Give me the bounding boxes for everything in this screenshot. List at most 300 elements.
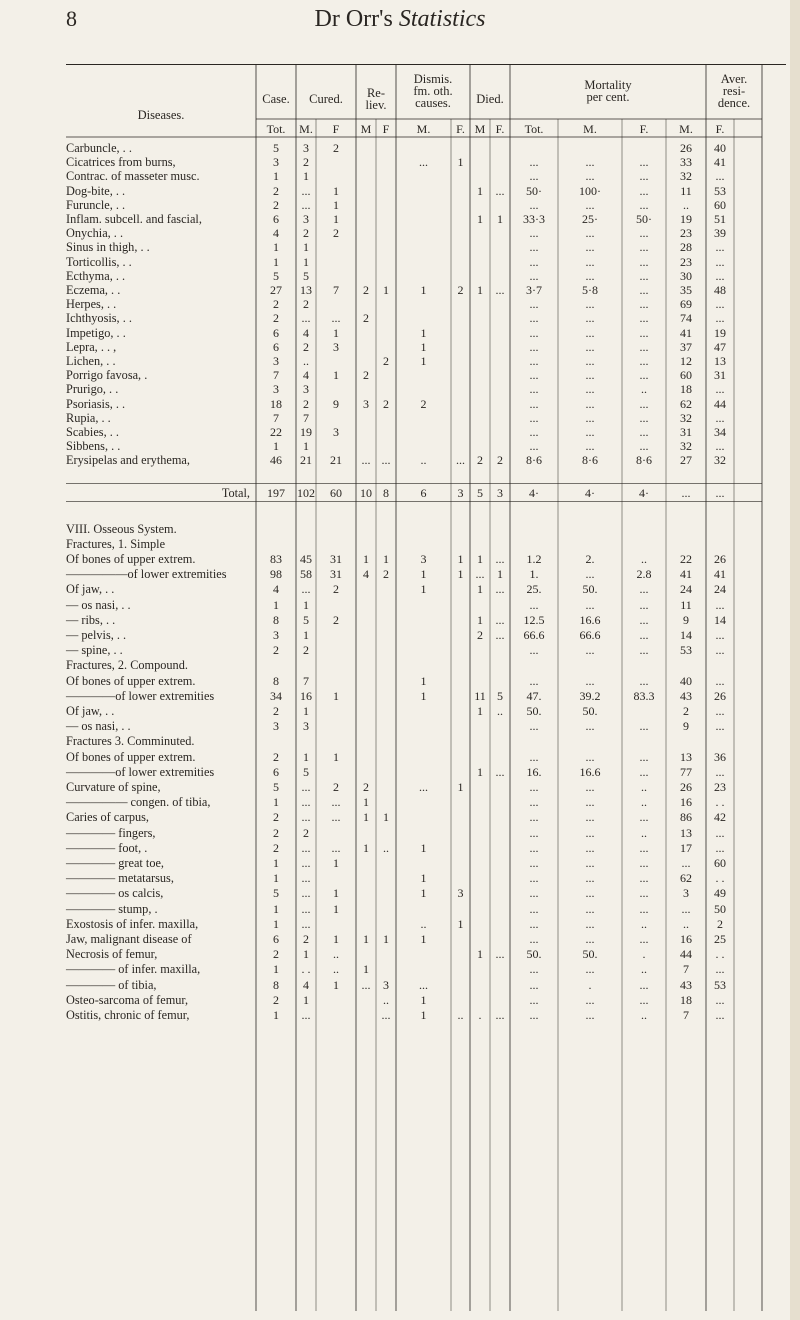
table-cell: 3 <box>273 382 279 397</box>
table-cell: 6 <box>273 932 279 946</box>
table-cell: 47 <box>714 339 726 354</box>
row-label: ———— foot, . <box>66 840 148 855</box>
table-cell: 3 <box>333 425 339 439</box>
table-cell: 12.5 <box>523 612 545 627</box>
subsection-title: Fractures, 2. Compound. <box>66 658 188 673</box>
table-cell: .. <box>683 916 689 931</box>
table-cell: 4· <box>639 485 649 500</box>
table-cell: 62 <box>680 396 692 411</box>
table-cell: ... <box>495 552 505 566</box>
table-cell: ... <box>715 643 725 658</box>
table-cell: 22 <box>680 552 692 566</box>
table-cell: ... <box>529 339 539 354</box>
row-label: Jaw, malignant disease of <box>66 932 192 946</box>
row-label: Of jaw, . . <box>66 582 115 597</box>
table-cell: ... <box>301 901 311 916</box>
subheader-cell: F. <box>495 122 505 136</box>
table-cell: 36 <box>714 749 726 764</box>
table-cell: ... <box>495 283 505 297</box>
subheader-cell: Tot. <box>524 122 544 136</box>
table-cell: ... <box>585 155 595 170</box>
subheader-cell: M. <box>416 122 431 136</box>
table-cell: ... <box>529 226 539 241</box>
table-cell: ... <box>639 628 649 642</box>
table-cell: ... <box>639 240 649 255</box>
row-label: Psoriasis, . . <box>66 396 126 411</box>
table-cell: ... <box>585 169 595 184</box>
running-head-title: Statistics <box>398 6 486 32</box>
table-cell: ... <box>585 825 595 840</box>
table-cell: ... <box>715 439 725 454</box>
table-cell: ... <box>639 325 649 340</box>
table-cell: 50. <box>582 582 598 597</box>
table-cell: 1 <box>303 749 309 764</box>
table-cell: 2 <box>303 825 309 840</box>
table-cell: 1. <box>529 567 539 582</box>
table-cell: .. <box>497 704 503 718</box>
table-cell: .. <box>641 916 647 931</box>
table-cell: . <box>478 1008 482 1022</box>
table-cell: 19 <box>714 325 726 340</box>
table-cell: ... <box>301 871 311 886</box>
table-cell: .. <box>303 354 309 368</box>
header-relieved: Re- liev. <box>365 86 387 112</box>
table-cell: 5 <box>273 780 279 794</box>
table-cell: . . <box>715 871 725 886</box>
table-cell: 1 <box>333 977 339 992</box>
table-cell: 41 <box>680 567 692 582</box>
table-cell: 32 <box>680 169 692 184</box>
table-cell: 39.2 <box>579 688 601 703</box>
table-cell: ... <box>419 155 428 170</box>
table-cell: 53 <box>714 977 726 992</box>
table-cell: ... <box>529 840 539 855</box>
table-cell: 1 <box>363 795 369 810</box>
row-label: Dog-bite, . . <box>66 183 126 198</box>
row-label: — os nasi, . . <box>66 597 131 612</box>
table-cell: 7 <box>683 1008 689 1022</box>
table-cell: 77 <box>680 764 692 779</box>
table-cell: ... <box>585 567 595 582</box>
table-cell: ... <box>585 810 595 825</box>
table-cell: 50. <box>526 947 542 962</box>
table-cell: 41 <box>714 567 726 582</box>
table-cell: ... <box>495 628 505 642</box>
table-cell: 31 <box>330 567 342 582</box>
table-cell: 1 <box>477 212 483 226</box>
table-cell: 18 <box>680 382 692 397</box>
table-cell: ... <box>715 297 725 312</box>
table-cell: ... <box>301 1008 311 1022</box>
row-label: Erysipelas and erythema, <box>66 453 190 468</box>
table-cell: 58 <box>300 567 312 582</box>
table-cell: 3 <box>683 886 689 901</box>
row-label: ———— of tibia, <box>66 977 157 992</box>
table-cell: 37 <box>680 339 692 354</box>
page-edge <box>790 0 800 1320</box>
table-cell: ... <box>639 410 649 425</box>
table-cell: 7 <box>303 673 309 688</box>
table-cell: 35 <box>680 283 692 297</box>
table-cell: ... <box>301 856 311 870</box>
table-cell: ... <box>585 268 595 283</box>
table-cell: ... <box>639 840 649 855</box>
table-cell: 2 <box>383 354 389 368</box>
table-cell: 1 <box>457 567 464 582</box>
table-cell: ... <box>585 325 595 340</box>
table-cell: ... <box>529 297 539 312</box>
table-cell: 21 <box>300 453 312 468</box>
row-label: Ecthyma, . . <box>66 268 126 283</box>
table-cell: 1 <box>273 916 279 931</box>
table-cell: 26 <box>714 552 726 566</box>
table-cell: ... <box>529 780 539 794</box>
table-cell: 13 <box>714 354 726 368</box>
table-cell: 8 <box>273 977 279 992</box>
table-cell: 4· <box>585 485 595 500</box>
table-cell: 66.6 <box>579 628 601 642</box>
table-cell: 1 <box>477 612 483 627</box>
table-cell: 1 <box>420 840 427 855</box>
table-cell: ... <box>639 719 649 734</box>
table-cell: ... <box>715 992 725 1007</box>
table-cell: 6 <box>273 325 279 340</box>
table-cell: 1 <box>363 810 369 825</box>
table-cell: 83 <box>270 552 282 566</box>
table-cell: ... <box>529 382 539 397</box>
table-cell: 5 <box>303 764 309 779</box>
table-cell: ... <box>715 962 725 977</box>
table-cell: 1 <box>333 368 339 383</box>
table-cell: 33 <box>680 155 692 170</box>
table-cell: 2 <box>717 916 723 931</box>
section-title: VIII. Osseous System. <box>66 521 177 536</box>
table-cell: 5 <box>477 485 483 500</box>
header-mortality: Mortality per cent. <box>584 78 632 104</box>
row-label: Lepra, . . , <box>66 339 117 354</box>
table-cell: ... <box>381 1008 391 1022</box>
table-cell: 2 <box>273 810 279 825</box>
table-cell: 1 <box>333 325 339 340</box>
table-cell: ... <box>585 396 595 411</box>
table-cell: 4· <box>529 485 539 500</box>
table-cell: ... <box>585 932 595 946</box>
table-cell: ... <box>529 916 539 931</box>
table-cell: ... <box>419 977 428 992</box>
table-cell: 1 <box>303 992 309 1007</box>
table-cell: ... <box>585 382 595 397</box>
table-cell: 1 <box>477 552 483 566</box>
table-cell: 43 <box>680 977 692 992</box>
table-cell: ... <box>585 916 595 931</box>
table-cell: 2 <box>303 297 309 312</box>
table-cell: 1 <box>333 886 339 901</box>
table-cell: 2 <box>333 780 339 794</box>
table-cell: ... <box>331 795 341 810</box>
table-cell: ... <box>529 901 539 916</box>
row-label: Scabies, . . <box>66 425 119 439</box>
table-cell: ... <box>529 810 539 825</box>
table-cell: ... <box>495 947 505 962</box>
table-cell: 1 <box>273 254 279 269</box>
table-cell: ... <box>495 1008 505 1022</box>
table-cell: ... <box>529 268 539 283</box>
total-row-label: Total, <box>221 485 250 500</box>
table-cell: ... <box>585 840 595 855</box>
table-cell: 2 <box>333 141 339 155</box>
table-cell: 9 <box>683 719 689 734</box>
table-cell: 53 <box>714 183 726 198</box>
table-cell: 1 <box>333 688 339 703</box>
table-cell: 2 <box>273 297 279 312</box>
table-cell: 2 <box>363 780 369 794</box>
table-cell: ... <box>529 749 539 764</box>
table-cell: 27 <box>270 283 282 297</box>
table-cell: ... <box>585 597 595 612</box>
table-cell: ... <box>585 749 595 764</box>
table-cell: 50 <box>714 901 726 916</box>
table-cell: 1 <box>273 169 279 184</box>
table-cell: ... <box>331 810 341 825</box>
table-cell: 2 <box>497 453 503 468</box>
table-cell: 102 <box>297 485 315 500</box>
table-cell: .. <box>641 552 647 566</box>
table-cell: .. <box>641 962 647 977</box>
table-cell: 16.6 <box>579 764 601 779</box>
table-cell: .. <box>333 947 339 962</box>
table-cell: ... <box>331 311 341 326</box>
table-cell: ... <box>301 582 311 597</box>
table-cell: 48 <box>714 283 726 297</box>
table-cell: 7 <box>273 410 279 425</box>
table-cell: 60 <box>714 856 726 870</box>
table-cell: 4 <box>303 977 309 992</box>
row-label: Rupia, . . <box>66 410 111 425</box>
table-cell: ... <box>585 339 595 354</box>
table-cell: ... <box>585 197 595 212</box>
table-cell: 2 <box>683 704 689 718</box>
table-cell: 16 <box>300 688 312 703</box>
table-cell: 1 <box>273 901 279 916</box>
table-cell: 1 <box>333 212 339 226</box>
table-cell: ... <box>585 992 595 1007</box>
subsection-title: Fractures 3. Comminuted. <box>66 734 195 749</box>
table-cell: 62 <box>680 871 692 886</box>
table-cell: ... <box>495 183 505 198</box>
table-cell: 98 <box>270 567 282 582</box>
table-cell: . . <box>715 947 725 962</box>
table-cell: 2 <box>303 643 309 658</box>
table-cell: ... <box>529 410 539 425</box>
table-cell: 50. <box>526 704 542 718</box>
table-cell: 41 <box>714 155 726 170</box>
table-cell: 23 <box>680 226 692 241</box>
table-cell: ... <box>361 453 371 468</box>
subheader-cell: M <box>360 122 372 136</box>
table-cell: ... <box>715 169 725 184</box>
table-cell: 3 <box>303 212 309 226</box>
subheader-cell: M. <box>299 122 313 136</box>
table-cell: 100· <box>579 183 601 198</box>
table-cell: 31 <box>714 368 726 383</box>
table-cell: ... <box>529 325 539 340</box>
table-cell: ... <box>639 439 649 454</box>
row-label: Carbuncle, . . <box>66 141 132 155</box>
table-cell: 3 <box>497 485 503 500</box>
table-cell: ... <box>529 254 539 269</box>
table-cell: 197 <box>267 485 285 500</box>
table-cell: 7 <box>333 283 339 297</box>
table-cell: ... <box>715 410 725 425</box>
table-cell: 27 <box>680 453 692 468</box>
table-cell: ... <box>529 155 539 170</box>
table-cell: ... <box>681 485 691 500</box>
table-cell: 1 <box>420 567 427 582</box>
table-cell: 66.6 <box>523 628 545 642</box>
table-cell: ... <box>639 901 649 916</box>
table-cell: ... <box>529 311 539 326</box>
table-cell: 6 <box>273 339 279 354</box>
table-cell: 1 <box>420 932 427 946</box>
row-label: Porrigo favosa, . <box>66 368 148 383</box>
subheader-cell: M. <box>583 122 597 136</box>
subheader-cell: M <box>474 122 486 136</box>
table-cell: 1 <box>303 169 309 184</box>
table-cell: 5 <box>273 886 279 901</box>
table-cell: 3 <box>420 552 427 566</box>
table-cell: 5·8 <box>582 283 598 297</box>
row-label: ———— great toe, <box>66 856 165 870</box>
table-cell: 16 <box>680 932 692 946</box>
table-cell: 39 <box>714 226 726 241</box>
table-cell: ... <box>639 254 649 269</box>
table-cell: ... <box>639 339 649 354</box>
table-cell: 1 <box>303 240 309 255</box>
table-cell: 2 <box>457 283 464 297</box>
row-label: ———— os calcis, <box>66 886 164 901</box>
row-label: Herpes, . . <box>66 297 117 312</box>
table-cell: 2 <box>273 947 279 962</box>
table-cell: ... <box>715 628 725 642</box>
row-label: ————of lower extremities <box>66 764 215 779</box>
row-label: ————— congen. of tibia, <box>66 795 211 810</box>
table-cell: 16. <box>526 764 542 779</box>
table-cell: 2 <box>363 368 369 383</box>
table-cell: 2 <box>420 396 427 411</box>
header-average-residence: Aver. resi- dence. <box>717 72 751 110</box>
table-cell: 1 <box>420 339 427 354</box>
row-label: Inflam. subcell. and fascial, <box>66 212 202 226</box>
table-cell: ... <box>585 410 595 425</box>
table-cell: 3 <box>363 396 369 411</box>
row-label: Furuncle, . . <box>66 197 126 212</box>
table-cell: . . <box>715 795 725 810</box>
table-cell: 8·6 <box>526 453 542 468</box>
table-cell: ... <box>639 396 649 411</box>
table-cell: 28 <box>680 240 692 255</box>
table-cell: ... <box>529 368 539 383</box>
table-cell: ... <box>639 932 649 946</box>
table-cell: 31 <box>680 425 692 439</box>
table-cell: 2 <box>273 183 279 198</box>
table-cell: ... <box>301 197 311 212</box>
table-cell: 18 <box>270 396 282 411</box>
table-cell: 32 <box>714 453 726 468</box>
table-cell: ... <box>495 764 505 779</box>
table-cell: 47. <box>526 688 542 703</box>
table-cell: 2 <box>273 825 279 840</box>
table-cell: 9 <box>683 612 689 627</box>
table-cell: 2 <box>477 628 483 642</box>
table-cell: ... <box>381 453 391 468</box>
table-cell: 1 <box>457 916 464 931</box>
table-cell: 1 <box>497 567 503 582</box>
table-cell: 2 <box>303 155 309 170</box>
table-cell: 1 <box>383 810 389 825</box>
subheader-cell: F <box>382 122 390 136</box>
table-cell: ... <box>639 226 649 241</box>
table-cell: ... <box>639 354 649 368</box>
table-cell: 1 <box>363 840 369 855</box>
table-cell: ... <box>681 856 691 870</box>
table-cell: 24 <box>714 582 726 597</box>
table-cell: ... <box>639 311 649 326</box>
table-cell: ... <box>639 612 649 627</box>
table-cell: 50· <box>636 212 652 226</box>
subheader-cell: M. <box>679 122 693 136</box>
table-cell: 2 <box>383 396 389 411</box>
row-label: — ribs, . . <box>66 612 116 627</box>
table-cell: 2.8 <box>636 567 652 582</box>
row-label: Of bones of upper extrem. <box>66 749 196 764</box>
table-cell: 1 <box>333 197 339 212</box>
table-cell: 1 <box>477 582 483 597</box>
table-cell: 1 <box>303 947 309 962</box>
table-cell: ... <box>639 597 649 612</box>
table-cell: 2 <box>273 311 279 326</box>
table-cell: ... <box>529 643 539 658</box>
table-cell: 2 <box>363 311 369 326</box>
table-cell: 1 <box>477 704 483 718</box>
table-cell: ... <box>585 297 595 312</box>
table-cell: 2 <box>303 932 309 946</box>
table-cell: 49 <box>714 886 726 901</box>
row-label: ———— stump, . <box>66 901 158 916</box>
table-cell: ... <box>585 254 595 269</box>
table-cell: ... <box>585 368 595 383</box>
table-cell: 3 <box>303 141 309 155</box>
row-label: Of bones of upper extrem. <box>66 673 196 688</box>
table-cell: 3 <box>303 719 309 734</box>
table-cell: 26 <box>714 688 726 703</box>
header-dismissed: Dismis. fm. oth. causes. <box>413 72 453 110</box>
table-cell: ... <box>529 886 539 901</box>
table-cell: 2 <box>333 582 339 597</box>
table-cell: 4 <box>303 325 309 340</box>
table-cell: 1 <box>303 254 309 269</box>
row-label: Exostosis of infer. maxilla, <box>66 916 199 931</box>
table-cell: 5 <box>497 688 503 703</box>
table-cell: 3 <box>457 485 464 500</box>
table-cell: ... <box>301 810 311 825</box>
table-cell: .. <box>420 453 427 468</box>
table-cell: ... <box>639 886 649 901</box>
table-cell: ... <box>529 169 539 184</box>
subheader-cell: F. <box>639 122 649 136</box>
table-cell: 50. <box>582 704 598 718</box>
table-cell: 50. <box>582 947 598 962</box>
table-cell: 2 <box>303 396 309 411</box>
